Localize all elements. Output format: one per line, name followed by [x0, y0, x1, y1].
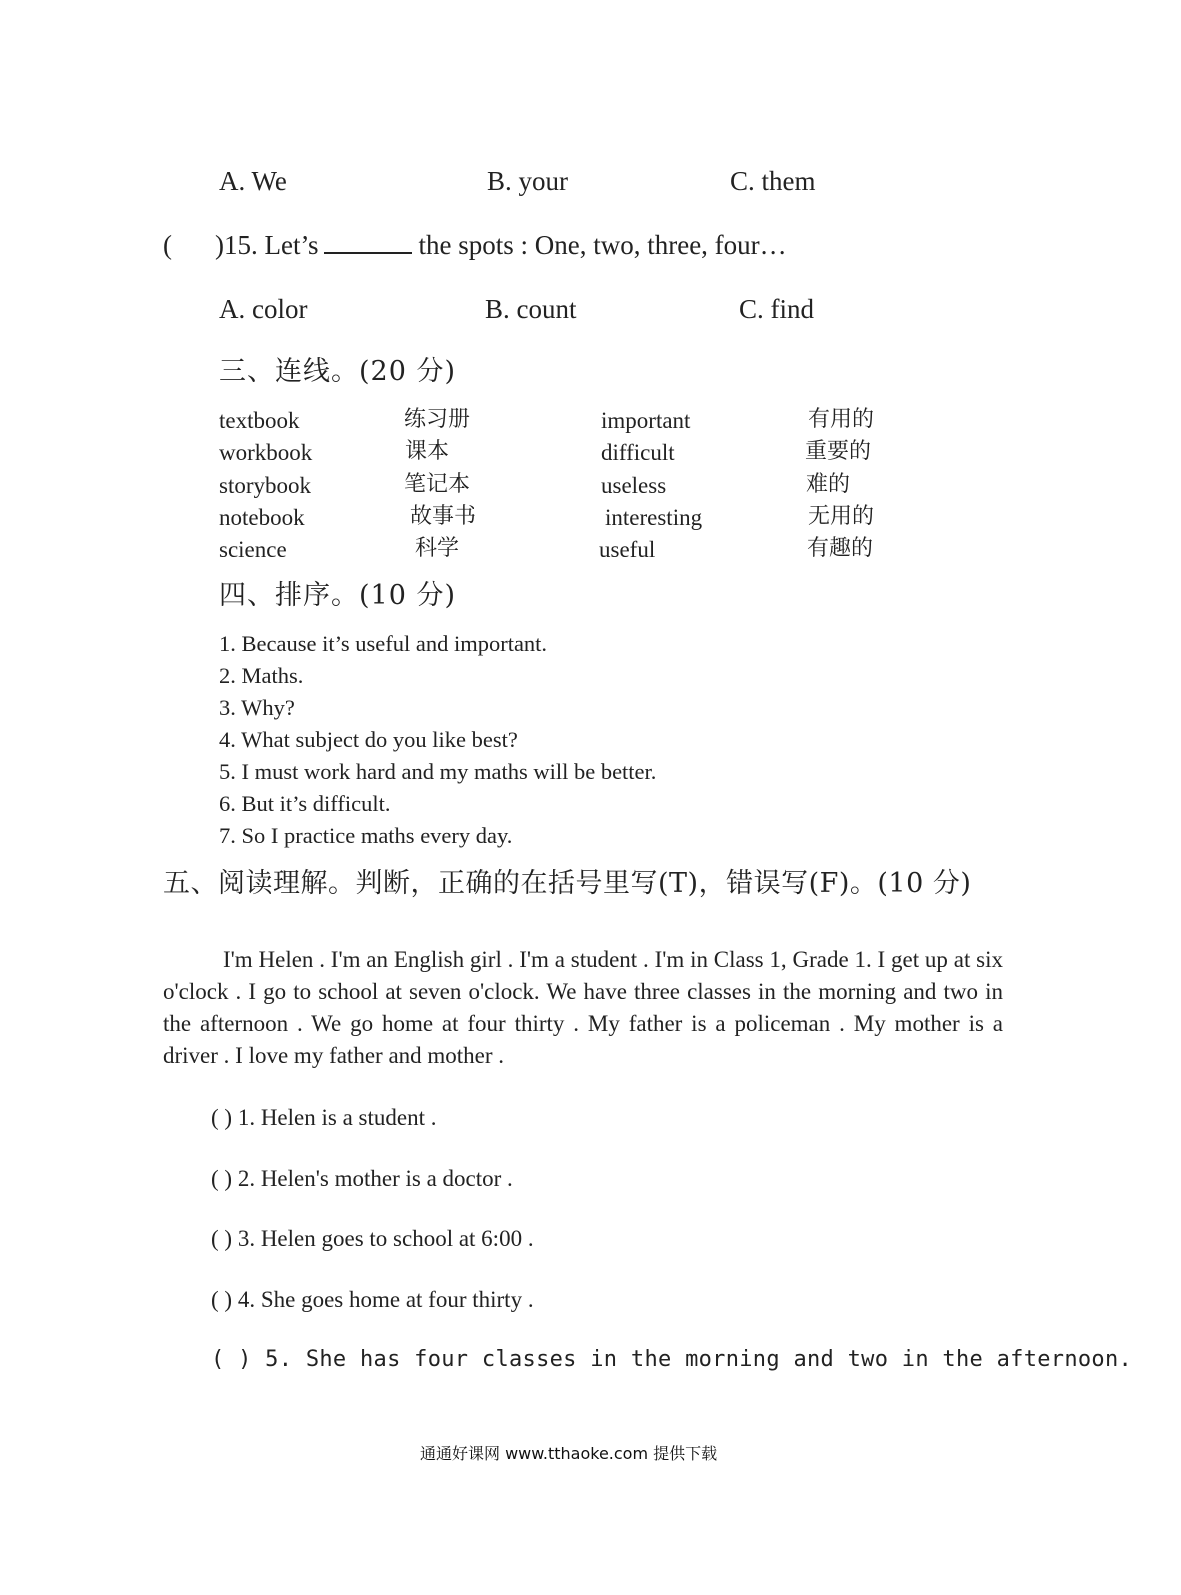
q15-number: )15. Let’s: [215, 230, 319, 260]
tf-question: ( ) 5. She has four classes in the morning and two in the afternoon.: [211, 1347, 1133, 1372]
q15-option-a: A. color: [219, 294, 308, 324]
match-col3-item: important: [601, 408, 691, 433]
match-col4-item: 无用的: [808, 504, 875, 529]
tf-question: ( ) 2. Helen's mother is a doctor .: [211, 1166, 513, 1191]
q15-option-b: B. count: [485, 294, 577, 324]
tf-question: ( ) 3. Helen goes to school at 6:00 .: [211, 1226, 534, 1251]
q14-option-a: A. We: [219, 166, 287, 196]
match-col1-item: textbook: [219, 408, 300, 433]
reading-passage: [163, 944, 1003, 1072]
section4-title: 四、排序。(10 分): [219, 580, 457, 611]
match-col3-item: useful: [599, 537, 656, 562]
match-col1-item: storybook: [219, 473, 311, 498]
match-col4-item: 重要的: [805, 439, 872, 464]
match-col4-item: 有用的: [808, 407, 875, 432]
section3-title: 三、连线。(20 分): [219, 356, 457, 387]
order-item: 3. Why?: [219, 695, 295, 720]
passage-text: I'm Helen . I'm an English girl . I'm a student . I'm in Class 1, Grade 1. I get up at six o'clock . I go to school at seven o'clock. We have three classes in the morning and two in the afternoon . We go home at four thirty . My father is a policeman . My mother is a driver . I love my father and mother .: [163, 947, 1003, 1068]
match-col3-item: useless: [601, 473, 667, 498]
q15-blank: [324, 232, 412, 254]
q15-rest: the spots : One, two, three, four…: [418, 230, 787, 260]
match-col1-item: science: [219, 537, 287, 562]
match-col2-item: 故事书: [410, 504, 477, 529]
order-item: 4. What subject do you like best?: [219, 727, 518, 752]
tf-question: ( ) 4. She goes home at four thirty .: [211, 1287, 534, 1312]
page-footer: 通通好课网 www.tthaoke.com 提供下载: [420, 1444, 718, 1463]
match-col3-item: difficult: [601, 440, 675, 465]
match-col1-item: workbook: [219, 440, 313, 465]
q15-option-c: C. find: [739, 294, 815, 324]
match-col3-item: interesting: [605, 505, 703, 530]
match-col2-item: 课本: [405, 439, 450, 464]
match-col4-item: 难的: [806, 472, 851, 497]
match-col1-item: notebook: [219, 505, 305, 530]
q15-question: [215, 232, 787, 259]
match-col2-item: 科学: [415, 536, 460, 561]
match-col2-item: 笔记本: [404, 472, 471, 497]
q14-option-c: C. them: [730, 166, 816, 196]
order-item: 2. Maths.: [219, 663, 304, 688]
order-item: 1. Because it’s useful and important.: [219, 631, 548, 656]
tf-question: ( ) 1. Helen is a student .: [211, 1105, 437, 1130]
q14-option-b: B. your: [487, 166, 568, 196]
order-item: 7. So I practice maths every day.: [219, 823, 513, 848]
order-item: 6. But it’s difficult.: [219, 791, 391, 816]
match-col4-item: 有趣的: [807, 536, 874, 561]
q15-paren: (: [163, 230, 172, 260]
section5-title: 五、阅读理解。判断，正确的在括号里写(T)，错误写(F)。(10 分): [163, 868, 972, 899]
order-item: 5. I must work hard and my maths will be better.: [219, 759, 657, 784]
match-col2-item: 练习册: [404, 407, 471, 432]
